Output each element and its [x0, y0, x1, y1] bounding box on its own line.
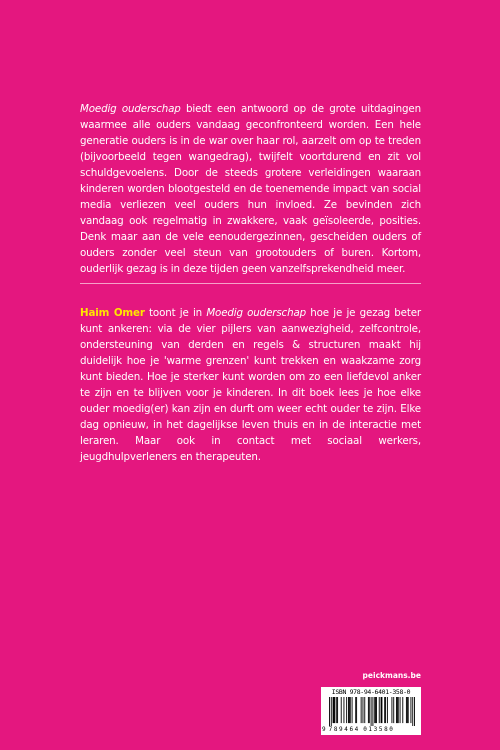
barcode-bar — [346, 697, 347, 723]
barcode-bar — [375, 697, 376, 723]
barcode-bar — [385, 697, 386, 723]
barcode-bar — [381, 697, 382, 723]
book-title-inline: Moedig ouderschap — [206, 307, 306, 319]
barcode-bar — [361, 697, 362, 723]
book-title-inline: Moedig ouderschap — [80, 103, 181, 115]
barcode-bar — [410, 697, 411, 723]
barcode-bar — [350, 697, 351, 723]
barcode-bar — [368, 697, 369, 723]
barcode-bar — [329, 697, 330, 726]
barcode-bar — [337, 697, 338, 723]
barcode-left-group: 789464 — [328, 726, 360, 733]
barcode-bar — [348, 697, 349, 723]
barcode-bar — [382, 697, 383, 723]
barcode-bar — [331, 697, 332, 726]
author-name: Haim Omer — [80, 307, 145, 319]
barcode-bar — [400, 697, 401, 723]
barcode-bar — [364, 697, 365, 723]
barcode-bar — [396, 697, 397, 723]
barcode-bar — [414, 697, 415, 726]
barcode-bar — [393, 697, 394, 723]
barcode-bar — [391, 697, 392, 723]
barcode-bar — [406, 697, 407, 723]
barcode-bar — [379, 697, 380, 723]
barcode-bar — [352, 697, 353, 723]
barcode-bar — [334, 697, 335, 723]
barcode-first-digit: 9 — [322, 726, 326, 733]
blurb-text-a: toont je in — [144, 307, 207, 319]
barcode-bar — [402, 697, 403, 723]
barcode-bar — [341, 697, 342, 723]
barcode-bar — [372, 697, 373, 726]
barcode-bar — [407, 697, 408, 723]
barcode-bar — [334, 697, 335, 723]
barcode-right-group: 013580 — [363, 726, 395, 733]
barcode-bar — [333, 697, 334, 723]
divider-line — [80, 283, 421, 284]
barcode-bar — [371, 697, 372, 726]
barcode-bar — [412, 697, 413, 726]
barcode-bar — [384, 697, 385, 723]
barcode-bar — [376, 697, 377, 723]
barcode-bar — [336, 697, 337, 723]
blurb-text: biedt een antwoord op de grote uitdagingen waarmee alle ouders vandaag geconfronteerd worden. Een hele generatie ouders is in de war over haar rol, aarzelt om op te treden (bijvoorbeeld tegen wangedrag), twijfelt voortdurend en zit vol schuldgevoelens. Door de steeds grotere verleidingen waaraan kinderen worden blootgesteld en de toenemende impact van social media verliezen veel ouders hun invloed. Ze bevinden zich vandaag ook regelmatig in zwakkere, vaak geïsoleerde, posities. Denk maar aan de vele eenoudergezinnen, gescheiden ouders of ouders zonder veel steun van grootouders of buren. Kortom, ouderlijk gezag is in deze tijden geen vanzelfsprekendheid meer. — [80, 103, 421, 275]
blurb-paragraph-2 — [80, 305, 421, 465]
barcode-bar — [387, 697, 388, 723]
barcode-bar — [349, 697, 350, 723]
barcode-bar — [408, 697, 409, 723]
barcode-bar — [343, 697, 344, 723]
publisher-url: peickmans.be — [362, 671, 421, 680]
isbn-text: ISBN 978-94-6401-358-0 — [331, 688, 411, 696]
barcode-bar — [369, 697, 370, 723]
barcode-bar — [397, 697, 398, 723]
barcode-bar — [362, 697, 363, 723]
barcode-bar — [356, 697, 357, 723]
barcode-bar — [355, 697, 356, 723]
barcode-bar — [398, 697, 399, 723]
blurb-paragraph-1 — [80, 101, 421, 277]
blurb-text-b: hoe je je gezag beter kunt ankeren: via de vier pijlers van aanwezigheid, zelfcontrole, ondersteuning van derden en regels & structuren maakt hij duidelijk hoe je 'warme grenzen' kunt trekken en waakzame zorg kunt bieden. Hoe je sterker kunt worden om zo een liefdevol anker te zijn en te blijven voor je kinderen. In dit boek lees je hoe elke ouder moedig(er) kan zijn en durft om weer echt ouder te zijn. Elke dag opnieuw, in het dagelijkse leven thuis en in de interactie met leraren. Maar ook in contact met sociaal werkers, jeugdhulpverleners en therapeuten. — [80, 307, 421, 463]
barcode-digits — [322, 726, 420, 733]
barcode-bar — [374, 697, 375, 723]
barcode-icon — [329, 697, 415, 726]
barcode-label — [321, 687, 421, 735]
